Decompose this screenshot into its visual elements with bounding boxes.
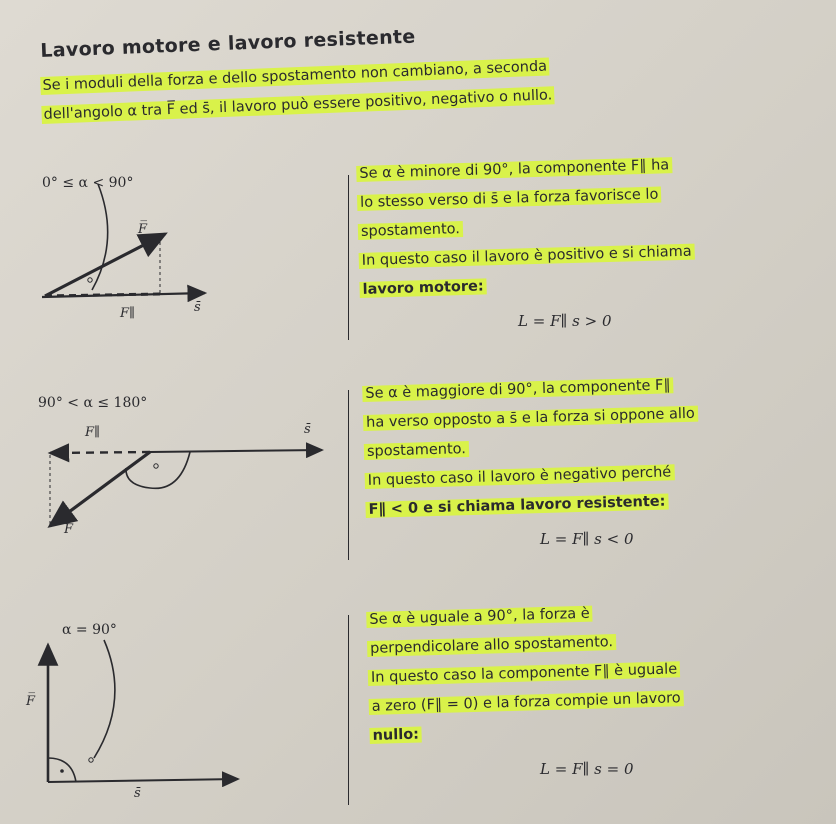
case3-disp-label: s̄ [134, 786, 141, 801]
case1-line-3: spostamento. [358, 221, 463, 240]
case3-formula: L = F∥ s = 0 [540, 760, 634, 778]
case3-line-5: nullo: [369, 726, 422, 743]
case2-disp-label: s̄ [304, 422, 311, 437]
intro-line-1: Se i moduli della forza e dello spostamento non cambiano, a seconda [40, 57, 549, 95]
case1-formula: L = F∥ s > 0 [518, 312, 612, 330]
case1-line-5: lavoro motore: [359, 278, 486, 298]
case1-condition: 0° ≤ α < 90° [42, 175, 134, 191]
case3-force-label: F̅ [26, 694, 36, 709]
case2-force-label: F̅ [64, 522, 74, 537]
case3-line-3: In questo caso la componente F∥ è uguale [368, 661, 681, 686]
case1-disp-label: s̄ [194, 300, 201, 315]
case2-line-1: Se α è maggiore di 90°, la componente F∥ [362, 377, 674, 402]
intro-line-2: dell'angolo α tra F̅ ed s̄, il lavoro può essere positivo, negativo o nullo. [41, 86, 554, 124]
case2-line-5: F∥ < 0 e si chiama lavoro resistente: [365, 493, 668, 517]
case3-line-2: perpendicolare allo spostamento. [367, 634, 616, 657]
case1-force-label: F̅ [138, 222, 148, 237]
case1-line-1: Se α è minore di 90°, la componente F∥ ha [356, 157, 672, 182]
case2-line-3: spostamento. [364, 441, 469, 460]
case2-formula: L = F∥ s < 0 [540, 530, 634, 548]
case2-line-4: In questo caso il lavoro è negativo perché [365, 464, 675, 489]
case3-text [366, 597, 685, 751]
case2-line-2: ha verso opposto a s̄ e la forza si oppone allo [363, 406, 698, 431]
case1-component-label: F∥ [120, 306, 136, 321]
case1-line-2: lo stesso verso di s̄ e la forza favorisce lo [357, 186, 662, 210]
case3-divider [348, 615, 349, 805]
page-title: Lavoro motore e lavoro resistente [40, 25, 416, 62]
case3-condition: α = 90° [62, 622, 117, 638]
case2-condition: 90° < α ≤ 180° [38, 395, 148, 411]
case1-line-4: In questo caso il lavoro è positivo e si chiama [359, 244, 695, 269]
case3-line-4: a zero (F∥ = 0) e la forza compie un lavoro [369, 690, 684, 715]
case2-component-label: F∥ [85, 425, 101, 440]
case3-line-1: Se α è uguale a 90°, la forza è [366, 606, 593, 628]
